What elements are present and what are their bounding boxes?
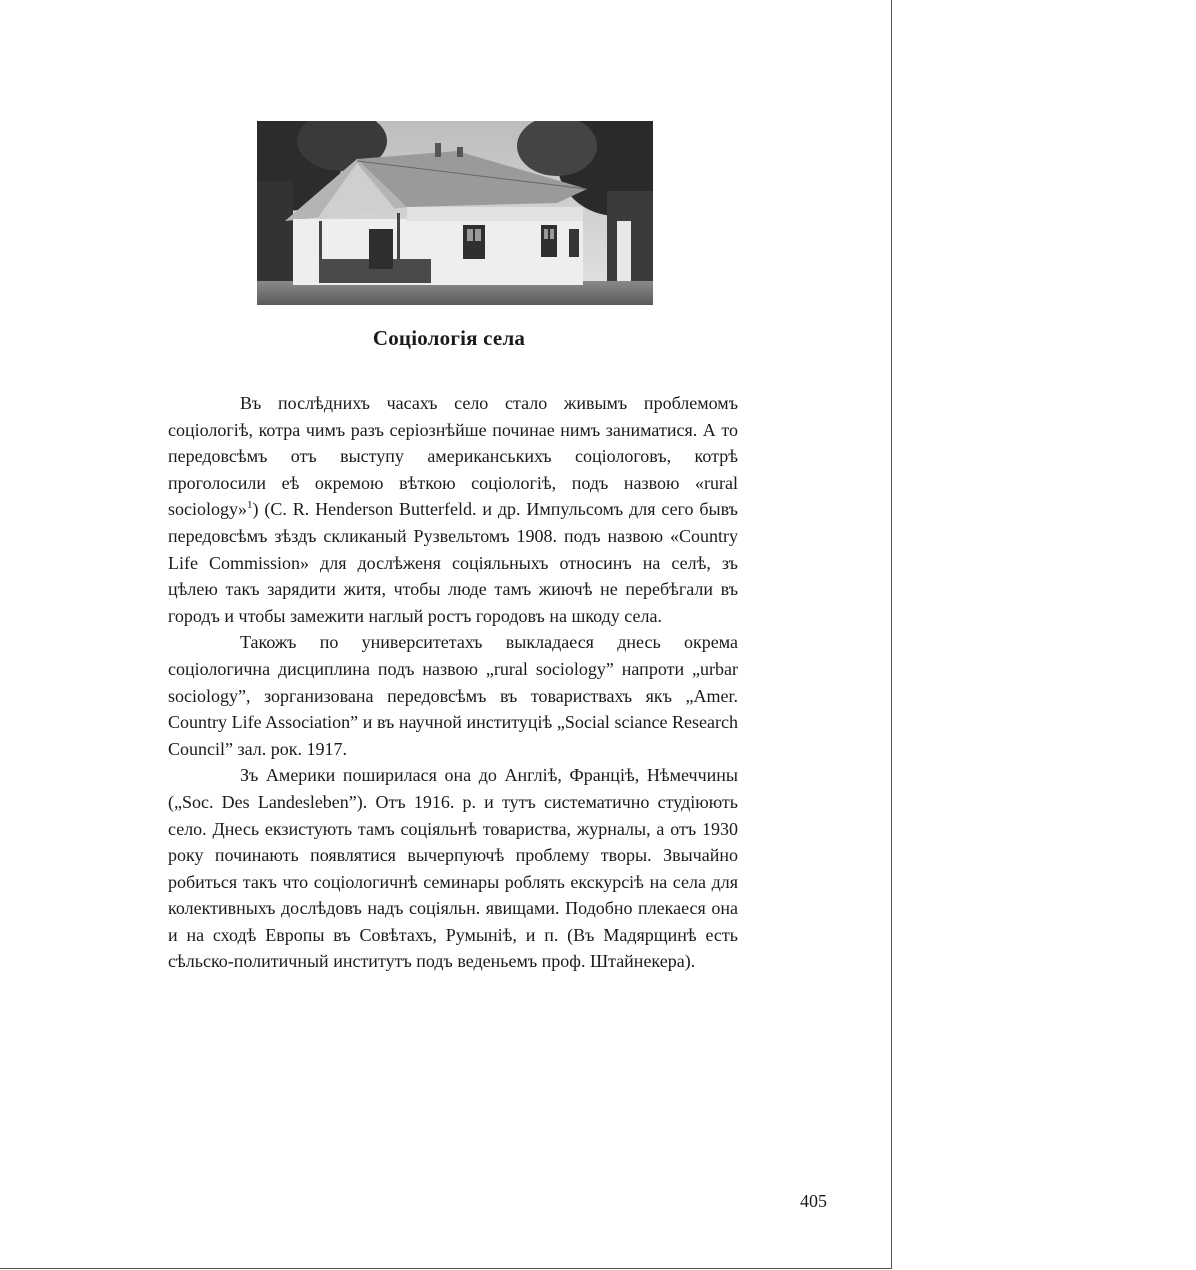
page-title: Соціологія села	[372, 326, 526, 350]
paragraph-1-text-continued: ) (C. R. Henderson Butterfeld. и др. Импульсомъ для сего бывъ передовсѣмъ зѣздъ скликаный Рузвельтомъ 1908. подъ назвою «Country Life Commission» для дослѣженя соціяльныхъ относинъ на селѣ, зъ цѣлею такъ зарядити житя, чтобы люде тамъ жиючѣ не перебѣгали въ городъ и чтобы замежити наглый ростъ городовъ на шкоду села.	[168, 499, 738, 626]
paragraph-1-text: Въ послѣднихъ часахъ село стало живымъ проблемомъ соціологіѣ, котра чимъ разъ серіознѣйше починае нимъ заниматися. А то передовсѣмъ отъ выступу американськихъ соціологовъ, котрѣ проголосили еѣ окремою вѣткою соціологіѣ, подъ назвою «rural sociology»	[168, 393, 738, 520]
paragraph-3: Зъ Америки поширилася она до Англіѣ, Франціѣ, Нѣмеччины („Soc. Des Landesleben”). Отъ 1916. р. и тутъ систематично студіюють село. Днесь екзистують тамъ соціяльнѣ товариства, журналы, а отъ 1930 року починають появлятися вычерпуючѣ проблему творы. Звычайно робиться такъ что соціологичнѣ семинары роблять екскурсіѣ на села для колективныхъ дослѣдовъ надъ соціяльн. явищами. Подобно плекаеся она и на сходѣ Европы въ Совѣтахъ, Румыніѣ, и п. (Въ Мадярщинѣ есть сѣльско-политичный институтъ подъ веденьемъ проф. Штайнекера).	[168, 765, 738, 972]
footnote-marker: 1	[247, 499, 253, 512]
village-house-photo	[257, 121, 653, 305]
page-number: 405	[800, 1191, 827, 1211]
article-body	[168, 390, 738, 975]
paragraph-2: Такожъ по университетахъ выкладаеся днесь окрема соціологична дисциплина подъ назвою „rural sociology” напроти „urbar sociology”, зорганизована передовсѣмъ въ товариствахъ якъ „Amer. Country Life Association” и въ научной институціѣ „Social sciance Research Council” зал. рок. 1917.	[168, 632, 738, 759]
paragraph-1	[168, 390, 738, 629]
